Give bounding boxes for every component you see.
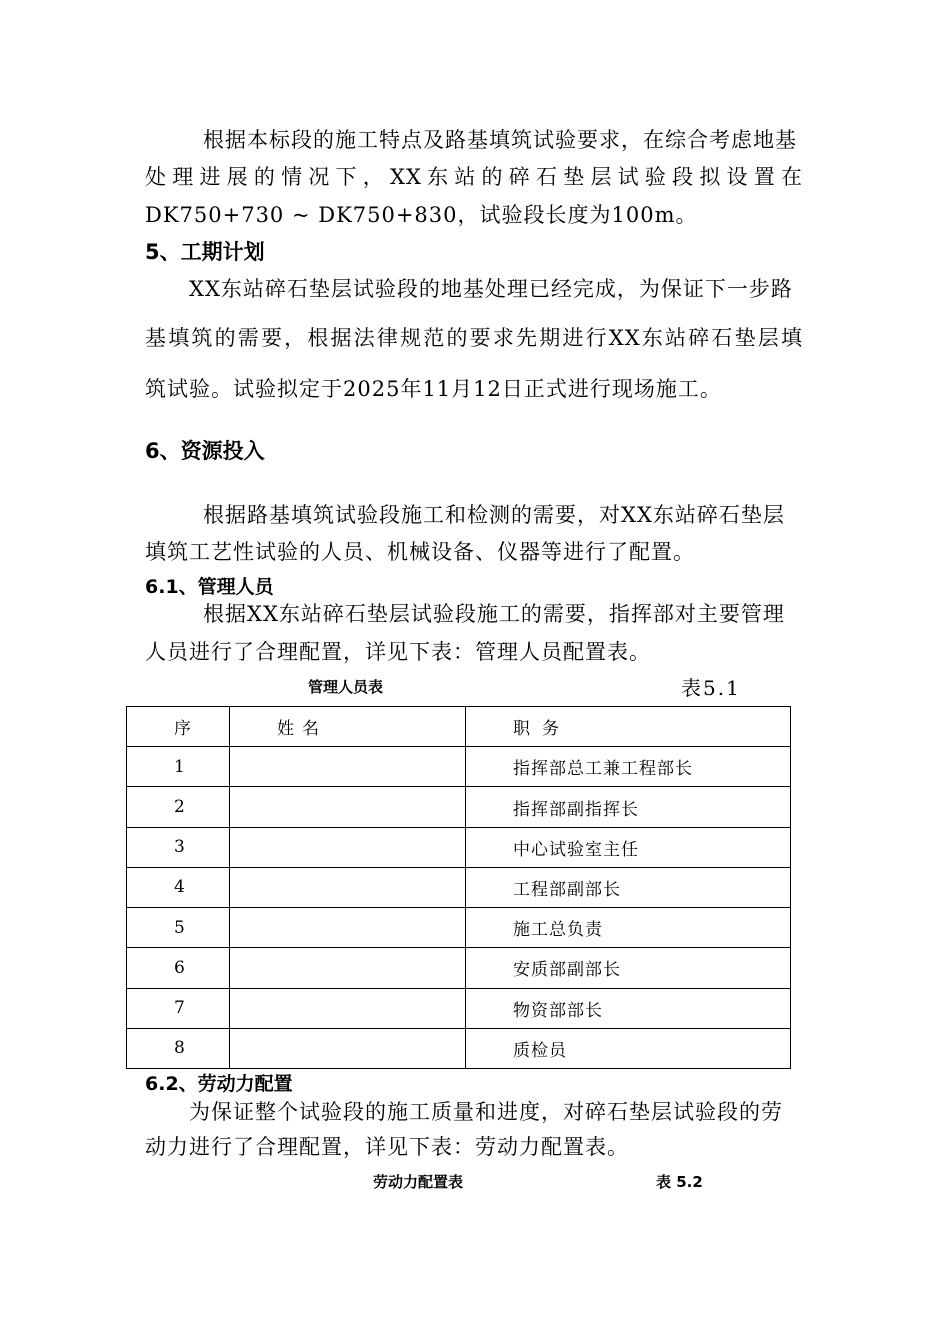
section-5-line-2: 基填筑的需要，根据法律规范的要求先期进行XX东站碎石垫层填 [145,326,803,350]
row-seq: 7 [127,988,230,1028]
header-seq: 序 [127,707,230,747]
row-name [230,1028,466,1068]
table-5-2-number: 表 5.2 [656,1173,703,1191]
row-role: 中心试验室主任 [466,827,791,867]
table-row [127,948,791,988]
section-6-2-line-2: 动力进行了合理配置，详见下表：劳动力配置表。 [145,1135,629,1159]
section-6-line-2: 填筑工艺性试验的人员、机械设备、仪器等进行了配置。 [145,540,695,564]
intro-line-2: 处理进展的情况下，XX东站的碎石垫层试验段拟设置在 [145,165,803,189]
section-6-1-heading: 6.1、管理人员 [145,576,274,598]
section-5-line-1: XX东站碎石垫层试验段的地基处理已经完成，为保证下一步路 [189,277,793,301]
section-6-1-line-1: 根据XX东站碎石垫层试验段施工的需要，指挥部对主要管理 [203,602,785,626]
row-name [230,948,466,988]
row-seq: 4 [127,867,230,907]
table-header-row [127,707,791,747]
intro-line-1: 根据本标段的施工特点及路基填筑试验要求，在综合考虑地基 [203,128,797,152]
row-name [230,787,466,827]
table-row [127,908,791,948]
row-seq: 8 [127,1028,230,1068]
row-role: 工程部副部长 [466,867,791,907]
table-row [127,867,791,907]
table-row [127,988,791,1028]
row-name [230,908,466,948]
row-name [230,988,466,1028]
row-role: 指挥部总工兼工程部长 [466,747,791,787]
row-role: 施工总负责 [466,908,791,948]
table-row [127,1028,791,1068]
row-role: 质检员 [466,1028,791,1068]
table-5-1-number: 表5.1 [681,676,741,700]
row-role: 安质部副部长 [466,948,791,988]
table-5-1-title: 管理人员表 [308,678,384,696]
row-seq: 1 [127,747,230,787]
section-6-2-heading: 6.2、劳动力配置 [145,1073,293,1095]
table-5-2-title: 劳动力配置表 [373,1173,464,1191]
table-row [127,787,791,827]
section-5-heading: 5、工期计划 [145,240,265,264]
row-seq: 5 [127,908,230,948]
row-role: 指挥部副指挥长 [466,787,791,827]
section-6-heading: 6、资源投入 [145,439,265,463]
section-6-2-line-1: 为保证整个试验段的施工质量和进度，对碎石垫层试验段的劳 [189,1100,783,1124]
row-name [230,867,466,907]
row-seq: 3 [127,827,230,867]
staff-table [126,706,791,1069]
table-row [127,827,791,867]
row-role: 物资部部长 [466,988,791,1028]
row-seq: 2 [127,787,230,827]
section-6-line-1: 根据路基填筑试验段施工和检测的需要，对XX东站碎石垫层 [203,503,785,527]
intro-line-3: DK750+730 ~ DK750+830，试验段长度为100m。 [145,203,698,227]
section-5-line-3: 筑试验。试验拟定于2025年11月12日正式进行现场施工。 [145,377,722,401]
row-name [230,827,466,867]
section-6-1-line-2: 人员进行了合理配置，详见下表：管理人员配置表。 [145,640,651,664]
table-row [127,747,791,787]
row-seq: 6 [127,948,230,988]
row-name [230,747,466,787]
header-name: 姓名 [230,707,466,747]
header-role: 职务 [466,707,791,747]
